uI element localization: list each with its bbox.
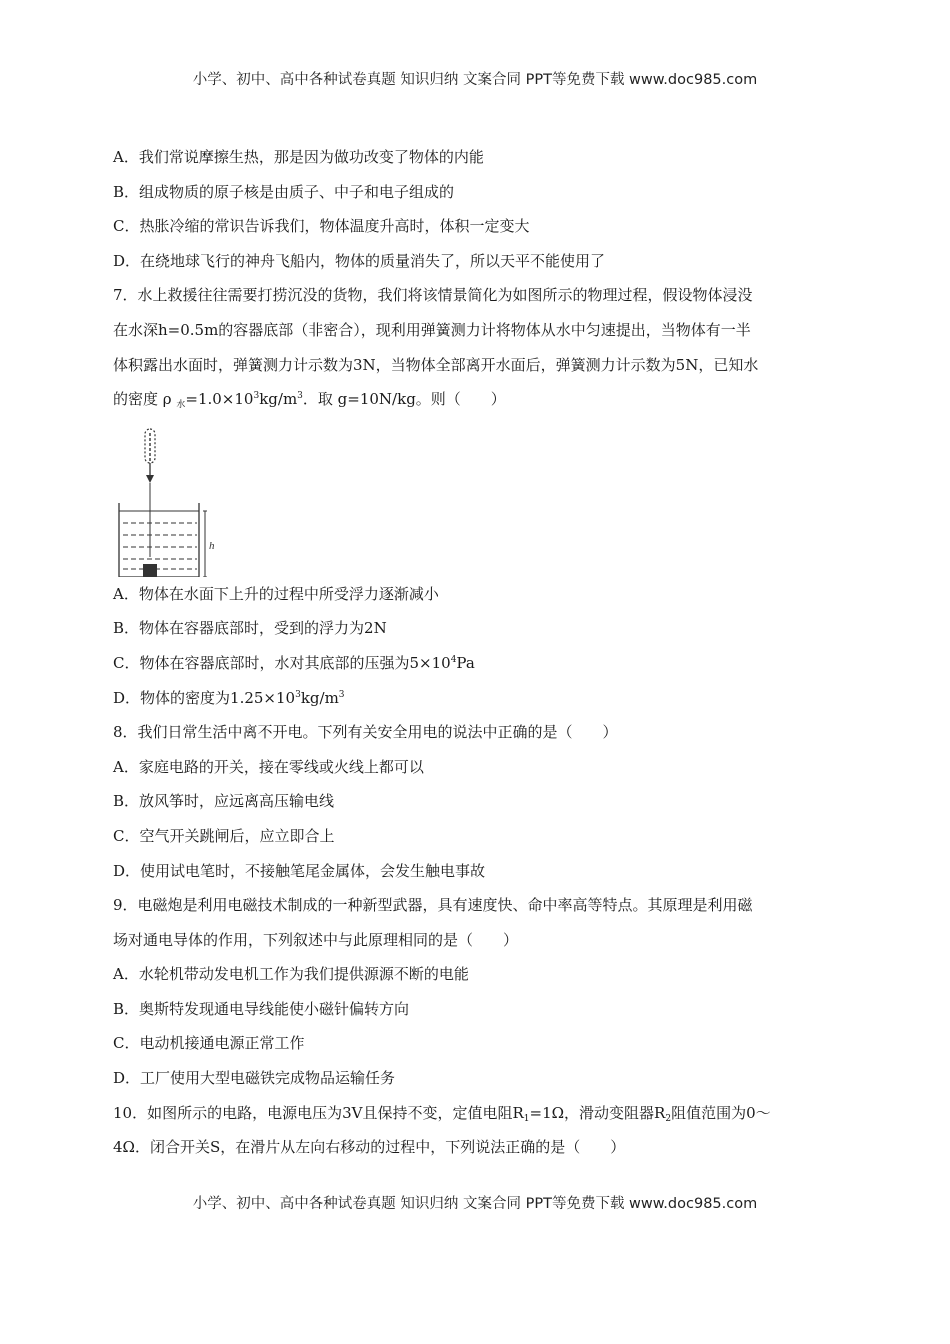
q8-option-a: A．家庭电路的开关，接在零线或火线上都可以: [113, 757, 424, 776]
q9-option-a: A．水轮机带动发电机工作为我们提供源源不断的电能: [113, 965, 469, 984]
q7-stem-line3: 体积露出水面时，弹簧测力计示数为3N，当物体全部离开水面后，弹簧测力计示数为5N，已知水: [113, 355, 759, 374]
q7-stem-line1: 7．水上救援往往需要打捞沉没的货物，我们将该情景简化为如图所示的物理过程，假设物体浸没: [113, 286, 753, 305]
q7-figure-svg: [113, 417, 233, 577]
q8-stem: 8．我们日常生活中离不开电。下列有关安全用电的说法中正确的是（ ）: [113, 723, 618, 742]
q9-option-b: B．奥斯特发现通电导线能使小磁针偏转方向: [113, 999, 410, 1018]
q9-stem-line2: 场对通电导体的作用，下列叙述中与此原理相同的是（ ）: [113, 930, 519, 949]
pull-arrow-head: [146, 475, 154, 483]
q7-option-c: C．物体在容器底部时，水对其底部的压强为$5\times 10^4Pa$: [113, 653, 475, 672]
q7-option-d: D．物体的密度为$1.25\times 10^3kg/m^3$: [113, 688, 345, 707]
page-header: 小学、初中、高中各种试卷真题 知识归纳 文案合同 PPT等免费下载 www.doc985.com: [192, 72, 758, 88]
q10-stem-line1: 10．如图所示的电路，电源电压为3V且保持不变，定值电阻$R_1=1\Omega$，滑动变阻器$R_2$阻值范围为0～: [113, 1103, 771, 1124]
q9-option-c: C．电动机接通电源正常工作: [113, 1034, 305, 1053]
q7-figure-container-diagram: [113, 417, 839, 577]
exam-content: [113, 140, 839, 1165]
q6-option-b: B．组成物质的原子核是由质子、中子和电子组成的: [113, 182, 455, 201]
q6-option-d: D．在绕地球飞行的神舟飞船内，物体的质量消失了，所以天平不能使用了: [113, 251, 606, 270]
q7-option-a: A．物体在水面下上升的过程中所受浮力逐渐减小: [113, 584, 439, 603]
q6-option-c: C．热胀冷缩的常识告诉我们，物体温度升高时，体积一定变大: [113, 217, 530, 236]
q9-option-d: D．工厂使用大型电磁铁完成物品运输任务: [113, 1069, 396, 1088]
q8-option-b: B．放风筝时，应远离高压输电线: [113, 792, 335, 811]
q6-option-a: A．我们常说摩擦生热，那是因为做功改变了物体的内能: [113, 148, 484, 166]
height-label: h: [209, 539, 215, 552]
q7-option-b: B．物体在容器底部时，受到的浮力为2N: [113, 619, 387, 638]
q10-stem-line2: 4Ω．闭合开关S，在滑片从左向右移动的过程中，下列说法正确的是（ ）: [113, 1138, 626, 1157]
sunken-object: [143, 564, 157, 577]
q9-stem-line1: 9．电磁炮是利用电磁技术制成的一种新型武器，具有速度快、命中率高等特点。其原理是利用磁: [113, 896, 753, 915]
page-footer: 小学、初中、高中各种试卷真题 知识归纳 文案合同 PPT等免费下载 www.doc985.com: [192, 1196, 758, 1212]
q8-option-d: D．使用试电笔时，不接触笔尾金属体，会发生触电事故: [113, 861, 486, 880]
q7-stem-line4: 的密度 ρ $_水=1.0\times 10^3kg/m^3$．取 g=10N/kg。则（ ）: [113, 390, 506, 411]
container: [119, 503, 199, 577]
q8-option-c: C．空气开关跳闸后，应立即合上: [113, 826, 335, 845]
q7-stem-line2: 在水深h=0.5m的容器底部（非密合），现利用弹簧测力计将物体从水中匀速提出，当物体有一半: [113, 320, 751, 339]
